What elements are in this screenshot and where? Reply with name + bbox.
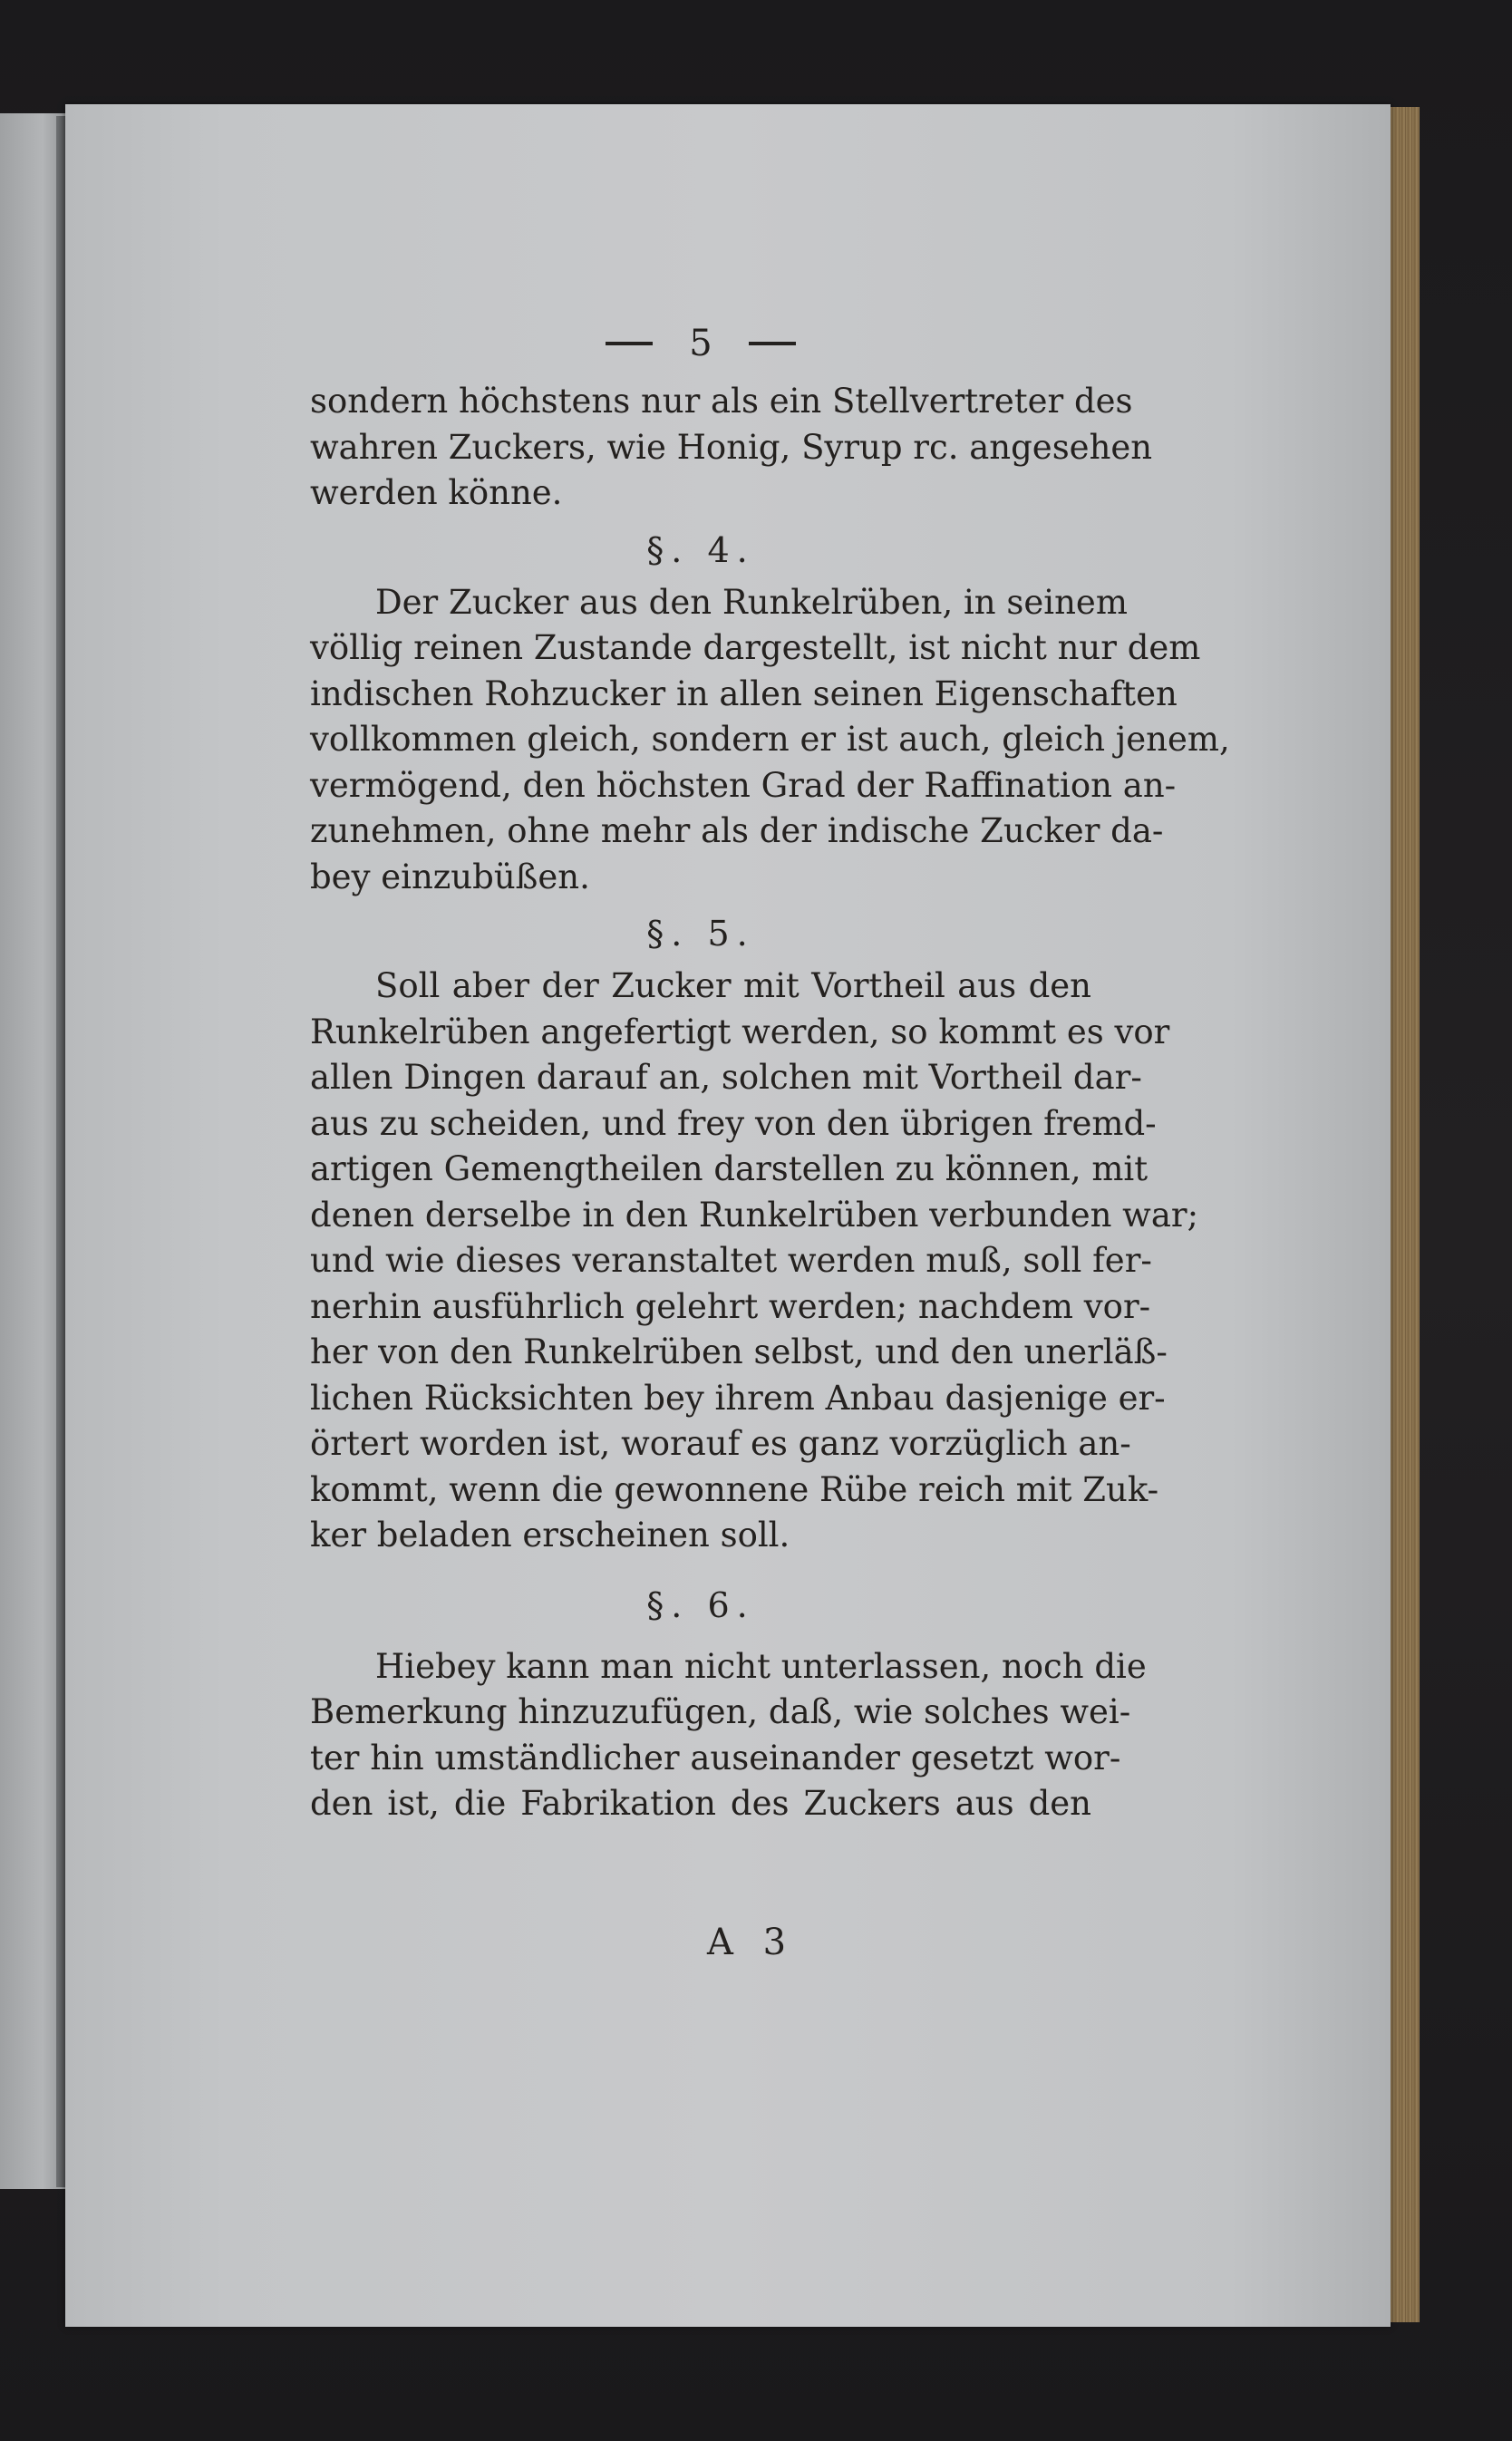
text-line: Der Zucker aus den Runkelrüben, in seinem bbox=[375, 582, 1128, 622]
page-text bbox=[310, 317, 1230, 1827]
text-line: zunehmen, ohne mehr als der indische Zucker da- bbox=[310, 811, 1164, 850]
text-line: ter hin umständlicher auseinander gesetzt wor- bbox=[310, 1738, 1121, 1777]
text-line: vollkommen gleich, sondern er ist auch, gleich jenem, bbox=[310, 720, 1230, 759]
header-dash-right bbox=[749, 342, 796, 345]
text-line: ker beladen erscheinen soll. bbox=[310, 1516, 790, 1555]
text-line: und wie dieses veranstaltet werden muß, soll fer- bbox=[310, 1241, 1152, 1280]
paragraph-1 bbox=[310, 379, 1153, 517]
header-dash-left bbox=[606, 342, 653, 345]
page-header bbox=[310, 317, 1091, 370]
text-line: her von den Runkelrüben selbst, und den unerläß- bbox=[310, 1332, 1168, 1371]
text-line: den ist, die Fabrikation des Zuckers aus den bbox=[310, 1784, 1091, 1823]
text-line: nerhin ausführlich gelehrt werden; nachdem vor- bbox=[310, 1286, 1151, 1326]
text-line: sondern höchstens nur als ein Stellvertreter des bbox=[310, 382, 1133, 421]
page-block-edge bbox=[1387, 107, 1420, 2322]
text-line: werden könne. bbox=[310, 473, 563, 512]
signature-mark: A 3 bbox=[707, 1922, 796, 1963]
paragraph-2 bbox=[310, 580, 1230, 901]
text-line: kommt, wenn die gewonnene Rübe reich mit Zuk- bbox=[310, 1469, 1159, 1509]
section-heading-5: §. 5. bbox=[646, 914, 755, 954]
text-line: Bemerkung hinzuzufügen, daß, wie solches wei- bbox=[310, 1692, 1131, 1731]
text-line: Hiebey kann man nicht unterlassen, noch die bbox=[375, 1646, 1147, 1686]
text-line: völlig reinen Zustande dargestellt, ist nicht nur dem bbox=[310, 628, 1201, 667]
text-line: lichen Rücksichten bey ihrem Anbau dasjenige er- bbox=[310, 1378, 1166, 1418]
section-heading-4: §. 4. bbox=[646, 529, 755, 570]
text-line: Soll aber der Zucker mit Vortheil aus den bbox=[375, 966, 1091, 1005]
paragraph-4 bbox=[310, 1644, 1147, 1827]
text-line: örtert worden ist, worauf es ganz vorzüglich an- bbox=[310, 1424, 1131, 1463]
section-heading-6: §. 6. bbox=[646, 1584, 755, 1625]
text-line: artigen Gemengtheilen darstellen zu können, mit bbox=[310, 1149, 1149, 1188]
text-line: bey einzubüßen. bbox=[310, 857, 590, 896]
text-line: wahren Zuckers, wie Honig, Syrup rc. angesehen bbox=[310, 427, 1153, 467]
text-line: vermögend, den höchsten Grad der Raffination an- bbox=[310, 765, 1177, 805]
paragraph-3 bbox=[310, 964, 1199, 1559]
text-line: aus zu scheiden, und frey von den übrigen fremd- bbox=[310, 1103, 1157, 1143]
page-number: 5 bbox=[689, 322, 712, 364]
text-line: Runkelrüben angefertigt werden, so kommt es vor bbox=[310, 1012, 1170, 1051]
text-line: allen Dingen darauf an, solchen mit Vortheil dar- bbox=[310, 1058, 1142, 1097]
text-line: indischen Rohzucker in allen seinen Eigenschaften bbox=[310, 673, 1178, 713]
text-line: denen derselbe in den Runkelrüben verbunden war; bbox=[310, 1195, 1199, 1235]
